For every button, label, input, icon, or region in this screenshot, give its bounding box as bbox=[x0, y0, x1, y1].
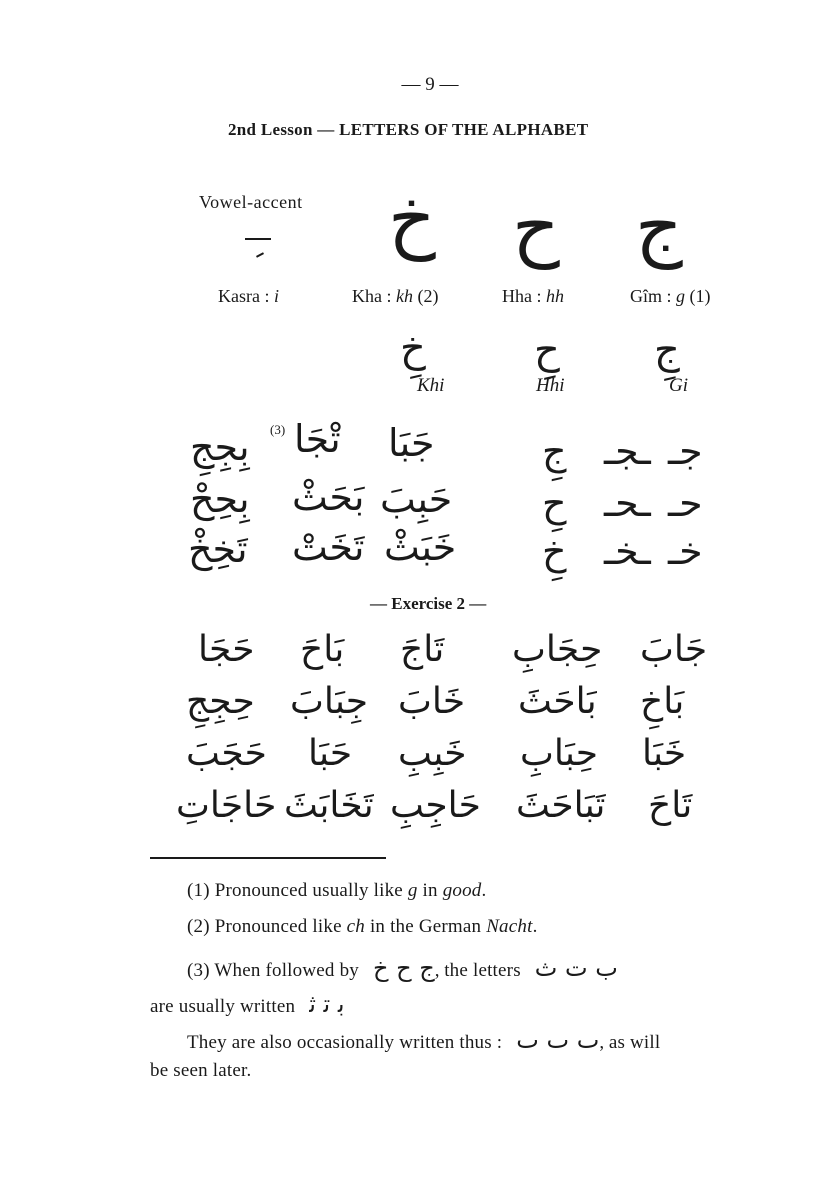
form-word: بِجِجِ bbox=[190, 425, 250, 469]
translit-hhi: Hhi bbox=[536, 375, 565, 396]
footnote-3-letters: ج ح خ bbox=[372, 954, 435, 982]
form-letter: ـحـ bbox=[604, 481, 651, 525]
kasra-bar bbox=[245, 238, 271, 240]
form-word: خَبَثْ bbox=[384, 525, 457, 569]
big-letter-gim: ج bbox=[635, 184, 683, 270]
exercise-word: حَبَا bbox=[308, 733, 353, 774]
form-letter: خـ bbox=[668, 529, 703, 573]
form-letter: خِ bbox=[542, 529, 567, 573]
footnote-2: (2) Pronounced like ch in the German Nacht. bbox=[187, 916, 538, 937]
exercise-word: حَجَبَ bbox=[186, 733, 267, 774]
exercise-word: تَبَاحَثَ bbox=[516, 785, 606, 826]
big-letter-hha: ح bbox=[512, 184, 560, 270]
exercise-word: بَاحَثَ bbox=[518, 681, 597, 722]
exercise-word: تَخَابَثَ bbox=[284, 785, 374, 826]
form-word: بِحِحْ bbox=[190, 477, 250, 521]
letter-name-gim: Gîm : g (1) bbox=[630, 286, 711, 306]
exercise-word: جِبَابَ bbox=[290, 681, 368, 722]
form-letter: جِ bbox=[542, 429, 567, 473]
form-word: جَبَا bbox=[388, 421, 435, 465]
footnote-4: They are also occasionally written thus : ٮ ٮ ٮ, as will bbox=[187, 1026, 661, 1054]
letter-name-kasra: Kasra : i bbox=[218, 286, 279, 306]
form-word: بَحَثْ bbox=[292, 475, 365, 519]
footnote-4-line-2: be seen later. bbox=[150, 1060, 252, 1081]
form-word: تَخِخْ bbox=[188, 527, 248, 571]
exercise-word: حِبَابِ bbox=[520, 733, 598, 774]
footnote-4-forms: ٮ ٮ ٮ bbox=[516, 1026, 600, 1054]
footnote-3-line-2: are usually written ﺑ ﺗ ﺛ bbox=[150, 990, 345, 1018]
translit-khi: Khi bbox=[417, 375, 445, 396]
footnote-marker-3: (3) bbox=[270, 422, 286, 437]
form-word: حَبِبَ bbox=[380, 477, 453, 521]
exercise-word: خَابَ bbox=[398, 681, 466, 722]
footnote-3-written: ﺑ ﺗ ﺛ bbox=[309, 990, 345, 1018]
exercise-word: جَابَ bbox=[640, 629, 708, 670]
exercise-word: تَاحَ bbox=[648, 785, 693, 826]
exercise-word: خَبَا bbox=[642, 733, 687, 774]
exercise-word: بَاخِ bbox=[640, 681, 685, 722]
vocalised-hha: حِ bbox=[534, 327, 560, 373]
page-number: — 9 — bbox=[401, 74, 459, 95]
exercise-word: حَاجَاتِ bbox=[176, 785, 277, 826]
translit-gi: Gi bbox=[669, 375, 688, 396]
exercise-word: حِجِجِ bbox=[186, 681, 255, 722]
exercise-title: — Exercise 2 — bbox=[370, 594, 487, 613]
form-letter: ـجـ bbox=[604, 429, 651, 473]
vocalised-kha: خِ bbox=[400, 325, 426, 371]
form-letter: جـ bbox=[668, 429, 703, 473]
exercise-word: تَاجَ bbox=[400, 629, 445, 670]
exercise-word: خَبِبِ bbox=[398, 733, 467, 774]
form-letter: حـ bbox=[668, 481, 703, 525]
exercise-word: حِجَابِ bbox=[512, 629, 603, 670]
form-letter: حِ bbox=[542, 481, 567, 525]
vowel-accent-label: Vowel-accent bbox=[199, 192, 303, 212]
letter-name-kha: Kha : kh (2) bbox=[352, 286, 439, 306]
form-word: تَخَتْ bbox=[292, 525, 365, 569]
form-word: تْجَا bbox=[294, 417, 341, 461]
footnote-rule bbox=[150, 857, 386, 859]
form-letter: ـخـ bbox=[604, 529, 651, 573]
footnote-3: (3) When followed by ج ح خ, the letters ب ت ث bbox=[187, 954, 618, 982]
exercise-word: بَاحَ bbox=[300, 629, 345, 670]
footnote-1: (1) Pronounced usually like g in good. bbox=[187, 880, 487, 901]
exercise-word: حَاجِبِ bbox=[390, 785, 481, 826]
vocalised-gim: جِ bbox=[654, 327, 680, 373]
big-letter-kha: خ bbox=[388, 176, 436, 262]
letter-name-hha: Hha : hh bbox=[502, 286, 564, 306]
lesson-title: 2nd Lesson — LETTERS OF THE ALPHABET bbox=[228, 120, 589, 139]
footnote-3-forms: ب ت ث bbox=[534, 954, 618, 982]
kasra-tick bbox=[256, 252, 264, 258]
exercise-word: حَجَا bbox=[198, 629, 255, 670]
